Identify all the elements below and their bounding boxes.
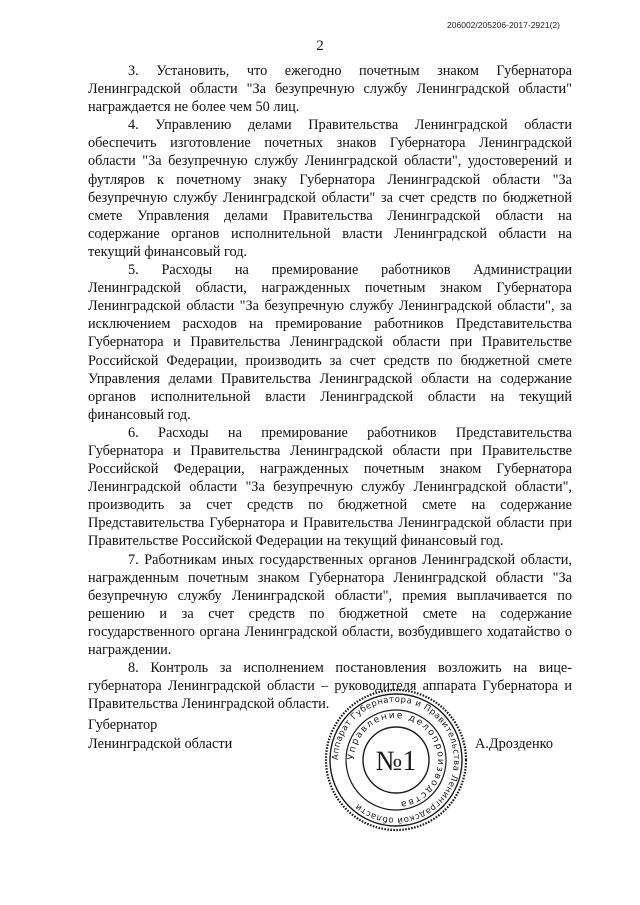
seal-number: №1 — [375, 746, 417, 777]
paragraph-5: 5. Расходы на премирование работников Администрации Ленинградской области, награжденных почетным знаком Губернатора Ленинградской области "За безупречную службу Ленинградской области", за исключением расходов на премирование работников Представительства Губернатора и Правительства Ленинградской области при Правительстве Российской Федерации, производить за счет средств по бюджетной смете Управления делами Правительства Ленинградской области на содержание органов исполнительной власти Ленинградской области на текущий финансовый год. — [88, 262, 572, 423]
signatory-title — [88, 716, 232, 754]
signatory-title-line1: Губернатор — [88, 717, 158, 733]
paragraph-3: 3. Установить, что ежегодно почетным знаком Губернатора Ленинградской области "За безупречную службу Ленинградской области" награждается не более чем 50 лиц. — [88, 63, 572, 116]
signatory-title-line2: Ленинградской области — [88, 736, 233, 752]
seal-inner-text: Управление делопроизводства — [345, 709, 447, 810]
signatory-name: А.Дрозденко — [475, 736, 553, 752]
paragraph-8: 8. Контроль за исполнением постановления возложить на вице-губернатора Ленинградской области – руководителя аппарата Губернатора и Правительства Ленинградской области. — [88, 660, 572, 713]
official-seal-stamp — [322, 686, 470, 834]
document-body — [88, 62, 572, 713]
paragraph-4: 4. Управлению делами Правительства Ленинградской области обеспечить изготовление почетных знаков Губернатора Ленинградской области "За безупречную службу Ленинградской области", удостоверений и футляров к почетному знаку Губернатора Ленинградской области "За безупречную службу Ленинградской области" за счет средств по бюджетной смете Управления делами Правительства Ленинградской области на содержание органов исполнительной власти Ленинградской области на текущий финансовый год. — [88, 117, 572, 260]
page-number: 2 — [316, 38, 324, 54]
document-registration-number: 206002/205206-2017-2921(2) — [447, 20, 560, 30]
paragraph-7: 7. Работникам иных государственных органов Ленинградской области, награжденным почетным знаком Губернатора Ленинградской области "За безупречную службу Ленинградской области", премия выплачивается по решению и за счет средств по бюджетной смете на содержание государственного органа Ленинградской области, возбудившего ходатайство о награждении. — [88, 551, 572, 658]
seal-outer-text: Аппарат Губернатора и Правительства Ленинградской области — [330, 694, 462, 826]
paragraph-6: 6. Расходы на премирование работников Представительства Губернатора и Правительства Ленинградской области при Правительстве Российской Федерации, награжденных почетным знаком Губернатора Ленинградской области "За безупречную службу Ленинградской области", производить за счет средств по бюджетной смете на содержание Представительства Губернатора и Правительства Ленинградской области при Правительстве Российской Федерации на текущий финансовый год. — [88, 424, 572, 550]
